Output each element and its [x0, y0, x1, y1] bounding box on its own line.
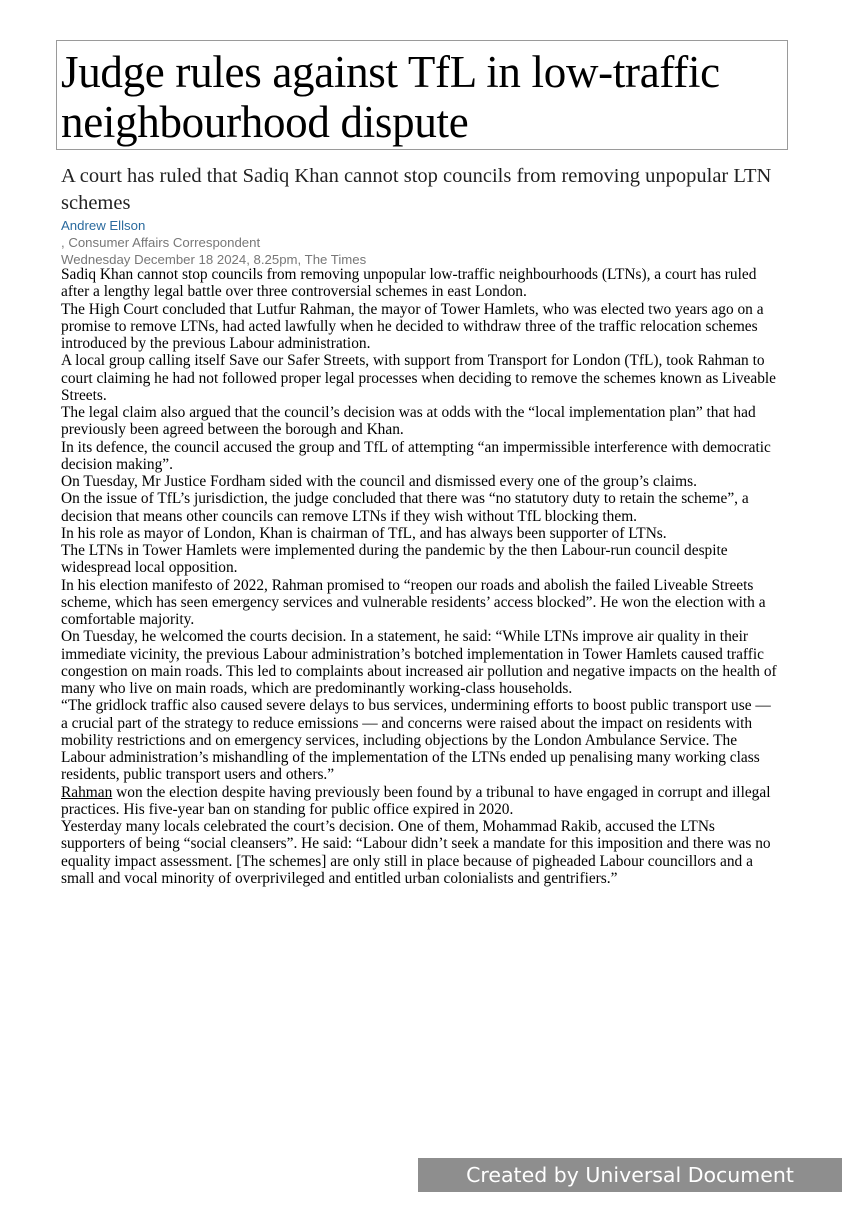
paragraph: [61, 784, 781, 819]
paragraph: Yesterday many locals celebrated the court’s decision. One of them, Mohammad Rakib, accused the LTNs supporters of being “social cleansers”. He said: “Labour didn’t seek a mandate for this imposition and there was no equality impact assessment. [The schemes] are only still in place because of pigheaded Labour councillors and a small and vocal minority of overprivileged and entitled urban colonialists and gentrifiers.”: [61, 818, 771, 887]
headline-box: [56, 40, 788, 150]
paragraph: On Tuesday, he welcomed the courts decision. In a statement, he said: “While LTNs improve air quality in their immediate vicinity, the previous Labour administration’s botched implementation in Tower Hamlets caused traffic congestion on main roads. This led to complaints about increased air pollution and negative impacts on the health of many who live on main roads, which are predominantly working-class households.: [61, 628, 777, 697]
author-link[interactable]: Andrew Ellson: [61, 218, 146, 233]
paragraph: In his election manifesto of 2022, Rahman promised to “reopen our roads and abolish the failed Liveable Streets scheme, which has seen emergency services and vulnerable residents’ access blocked”. He won the election with a comfortable majority.: [61, 576, 766, 628]
author-role: , Consumer Affairs Correspondent: [61, 235, 261, 250]
paragraph-text: won the election despite having previously been found by a tribunal to have engaged in corrupt and illegal practices. His five-year ban on standing for public office expired in 2020.: [61, 783, 771, 818]
paragraph: The LTNs in Tower Hamlets were implemented during the pandemic by the then Labour-run council despite widespread local opposition.: [61, 542, 728, 577]
paragraph: On the issue of TfL’s jurisdiction, the judge concluded that there was “no statutory duty to retain the scheme”, a decision that means other councils can remove LTNs if they wish without TfL blocking them.: [61, 490, 749, 525]
dateline: Wednesday December 18 2024, 8.25pm, The Times: [61, 252, 367, 267]
paragraph: Sadiq Khan cannot stop councils from removing unpopular low-traffic neighbourhoods (LTNs), a court has ruled after a lengthy legal battle over three controversial schemes in east London.: [61, 266, 757, 301]
paragraph: The High Court concluded that Lutfur Rahman, the mayor of Tower Hamlets, who was elected two years ago on a promise to remove LTNs, had acted lawfully when he decided to withdraw three of the traffic relocation schemes introduced by the previous Labour administration.: [61, 300, 764, 352]
rahman-link[interactable]: Rahman: [61, 783, 113, 801]
paragraph: A local group calling itself Save our Safer Streets, with support from Transport for London (TfL), took Rahman to court claiming he had not followed proper legal processes when deciding to remove the schemes known as Liveable Streets.: [61, 352, 777, 404]
paragraph: In his role as mayor of London, Khan is chairman of TfL, and has always been supporter of LTNs.: [61, 524, 667, 542]
converter-watermark: Created by Universal Document Converter: [418, 1158, 842, 1192]
paragraph: In its defence, the council accused the group and TfL of attempting “an impermissible interference with democratic decision making”.: [61, 438, 771, 473]
article-body: [61, 266, 781, 887]
byline: [61, 217, 366, 268]
paragraph: The legal claim also argued that the council’s decision was at odds with the “local implementation plan” that had previously been agreed between the borough and Khan.: [61, 404, 756, 439]
headline: Judge rules against TfL in low-traffic neighbourhood dispute: [61, 47, 720, 147]
paragraph: “The gridlock traffic also caused severe delays to bus services, undermining efforts to boost public transport use — a crucial part of the strategy to reduce emissions — and concerns were raised about the impact on residents with mobility restrictions and on emergency services, including objections by the London Ambulance Service. The Labour administration’s mishandling of the implementation of the LTNs ended up penalising many working class residents, public transport users and others.”: [61, 697, 771, 784]
standfirst: A court has ruled that Sadiq Khan cannot stop councils from removing unpopular LTN schemes: [61, 165, 772, 214]
paragraph: On Tuesday, Mr Justice Fordham sided with the council and dismissed every one of the group’s claims.: [61, 473, 697, 490]
